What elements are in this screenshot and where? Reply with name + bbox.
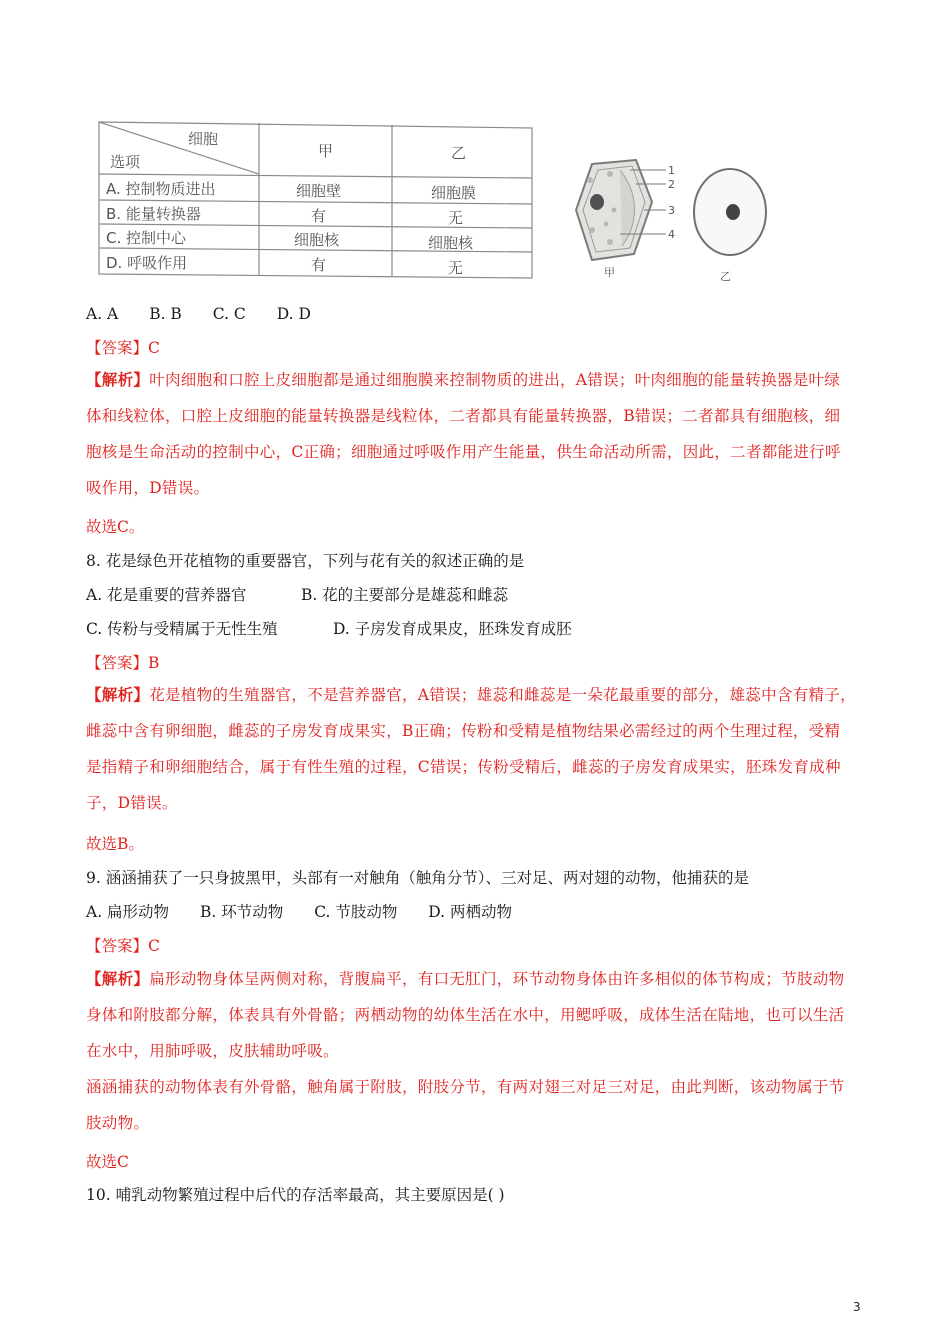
q9-analysis-line: 在水中，用肺呼吸，皮肤辅助呼吸。 [86, 1042, 339, 1060]
q8-option-b: B. 花的主要部分是雄蕊和雌蕊 [300, 586, 509, 604]
diagram-caption-b: 乙 [720, 270, 731, 283]
q8-analysis [86, 677, 866, 821]
q9-analysis-label: 【解析】 [86, 969, 150, 988]
table-row-option: A. 控制物质进出 [106, 180, 216, 198]
table-row-b: 细胞膜 [431, 184, 477, 202]
diagram-label-3: 3 [668, 204, 675, 217]
q8-options-row2 [86, 619, 572, 639]
q7-options [86, 304, 337, 324]
q9-analysis-line: 肢动物。 [86, 1114, 150, 1132]
q8-analysis-line: 雌蕊中含有卵细胞，雌蕊的子房发育成果实，B正确；传粉和受精是植物结果必需经过的两个生理过程，受精 [86, 722, 841, 740]
table-row-option: D. 呼吸作用 [106, 254, 188, 272]
table-header-cell: 细胞 [188, 130, 219, 148]
q7-analysis-label: 【解析】 [86, 370, 150, 389]
q9-analysis-line: 扁形动物身体呈两侧对称，背腹扁平，有口无肛门，环节动物身体由许多相似的体节构成；节肢动物 [149, 970, 845, 988]
table-row-b: 无 [448, 259, 464, 277]
q8-options-row1 [86, 585, 508, 605]
table-row-a: 有 [311, 256, 327, 274]
q8-option-d: D. 子房发育成果皮，胚珠发育成胚 [332, 620, 572, 638]
q7-option-a: A. A [86, 305, 119, 323]
q7-answer: 【答案】C [86, 339, 160, 357]
table-header-option: 选项 [110, 153, 141, 171]
q9-option-a: A. 扁形动物 [86, 903, 170, 921]
diagram-caption-a: 甲 [604, 266, 615, 279]
q9-analysis-line: 身体和附肢都分解，体表具有外骨骼；两栖动物的幼体生活在水中，用鳃呼吸，成体生活在陆地，也可以生活 [86, 1006, 845, 1024]
table-col-b: 乙 [451, 144, 467, 162]
diagram-label-4: 4 [668, 228, 675, 241]
table-row-option: B. 能量转换器 [106, 205, 201, 223]
q10-stem: 10. 哺乳动物繁殖过程中后代的存活率最高，其主要原因是( ) [86, 1186, 505, 1204]
q8-analysis-line: 是指精子和卵细胞结合，属于有性生殖的过程，C错误；传粉受精后，雌蕊的子房发育成果实，胚珠发育成种 [86, 758, 841, 776]
q9-stem: 9. 涵涵捕获了一只身披黑甲，头部有一对触角（触角分节）、三对足、两对翅的动物，他捕获的是 [86, 869, 749, 887]
q8-option-a: A. 花是重要的营养器官 [86, 586, 247, 604]
table-col-a: 甲 [318, 142, 334, 160]
page-number: 3 [853, 1300, 861, 1314]
cell-diagram-figure [570, 150, 770, 290]
q7-option-c: C. C [212, 305, 246, 323]
q7-option-b: B. B [149, 305, 182, 323]
table-row-option: C. 控制中心 [106, 229, 187, 247]
q7-analysis-line: 吸作用，D错误。 [86, 479, 210, 497]
table-row-a: 细胞核 [294, 231, 340, 249]
q8-analysis-line: 花是植物的生殖器官，不是营养器官，A错误；雄蕊和雌蕊是一朵花最重要的部分，雄蕊中含有精子， [149, 686, 856, 704]
q8-analysis-line: 子，D错误。 [86, 794, 178, 812]
q7-analysis-line: 胞核是生命活动的控制中心，C正确；细胞通过呼吸作用产生能量，供生命活动所需，因此，二者都能进行呼 [86, 443, 841, 461]
q8-conclusion: 故选B。 [86, 835, 144, 853]
q9-answer: 【答案】C [86, 937, 160, 955]
q8-stem: 8. 花是绿色开花植物的重要器官，下列与花有关的叙述正确的是 [86, 552, 525, 570]
table-row-a: 有 [311, 207, 327, 225]
animal-cell-drawing [694, 169, 766, 255]
q8-answer: 【答案】B [86, 654, 160, 672]
q7-option-d: D. D [276, 305, 311, 323]
q9-option-d: D. 两栖动物 [428, 903, 513, 921]
q7-analysis-line: 体和线粒体，口腔上皮细胞的能量转换器是线粒体，二者都具有能量转换器，B错误；二者都具有细胞核，细 [86, 407, 841, 425]
table-row-b: 无 [448, 209, 464, 227]
q9-option-c: C. 节肢动物 [314, 903, 398, 921]
table-row-a: 细胞壁 [296, 182, 342, 200]
q9-analysis [86, 961, 866, 1141]
q7-analysis [86, 362, 866, 506]
q8-analysis-label: 【解析】 [86, 685, 150, 704]
q7-conclusion: 故选C。 [86, 518, 145, 536]
q7-analysis-line: 叶肉细胞和口腔上皮细胞都是通过细胞膜来控制物质的进出，A错误；叶肉细胞的能量转换器是叶绿 [149, 371, 841, 389]
q8-option-c: C. 传粉与受精属于无性生殖 [86, 620, 278, 638]
table-row-b: 细胞核 [428, 234, 474, 252]
q9-analysis-line: 涵涵捕获的动物体表有外骨骼，触角属于附肢，附肢分节，有两对翅三对足三对足，由此判断，该动物属于节 [86, 1078, 845, 1096]
plant-cell-drawing [576, 160, 652, 260]
comparison-table-figure [96, 118, 536, 282]
diagram-label-1: 1 [668, 164, 675, 177]
diagram-label-2: 2 [668, 178, 675, 191]
q9-options [86, 902, 538, 922]
q9-option-b: B. 环节动物 [200, 903, 284, 921]
q9-conclusion: 故选C [86, 1153, 129, 1171]
